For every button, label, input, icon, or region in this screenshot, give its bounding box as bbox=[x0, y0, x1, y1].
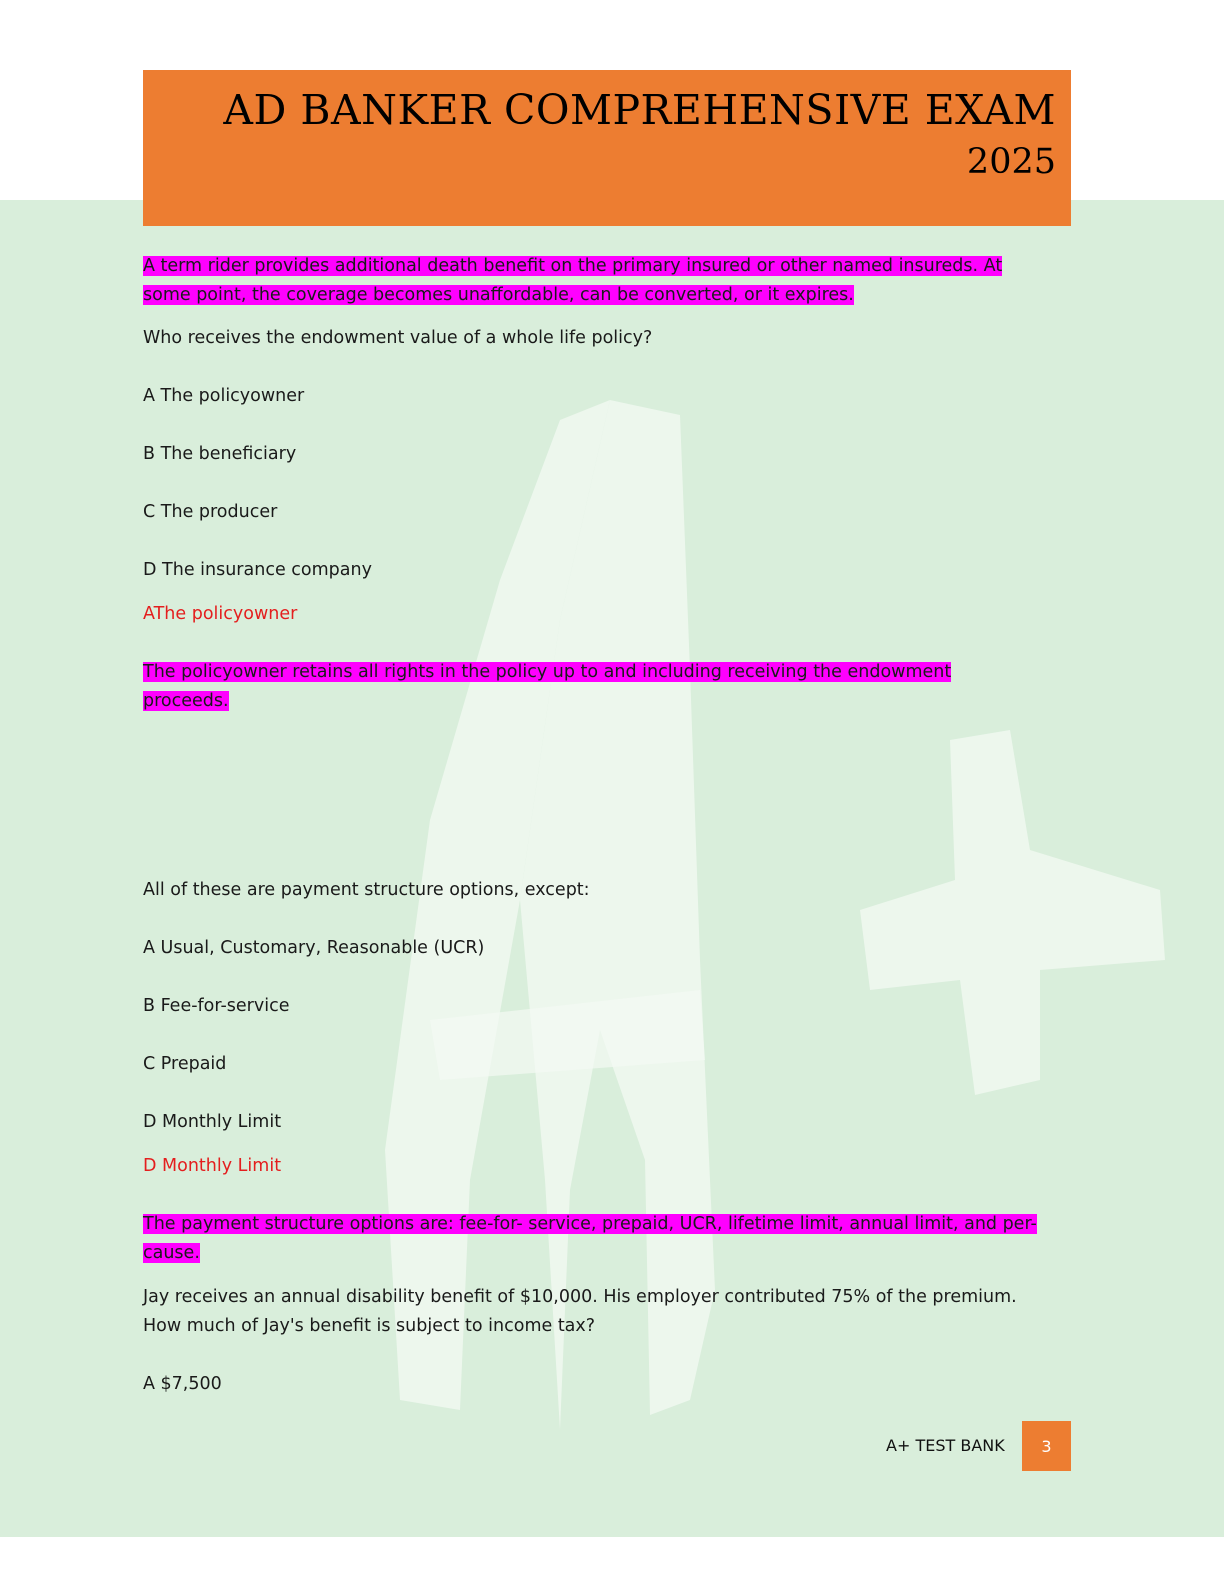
answer-option: B Fee-for-service bbox=[143, 996, 290, 1016]
correct-answer: D Monthly Limit bbox=[143, 1156, 282, 1176]
explanation-line: some point, the coverage becomes unaffordable, can be converted, or it expires. bbox=[143, 285, 854, 305]
exam-title: AD BANKER COMPREHENSIVE EXAM bbox=[223, 86, 1056, 134]
answer-option: A Usual, Customary, Reasonable (UCR) bbox=[143, 938, 485, 958]
explanation-line: A term rider provides additional death benefit on the primary insured or other named insureds. At bbox=[143, 256, 1003, 276]
question-text bbox=[143, 324, 1073, 353]
explanation-line: proceeds. bbox=[143, 691, 229, 711]
correct-answer: AThe policyowner bbox=[143, 604, 298, 624]
answer-option: B The beneficiary bbox=[143, 444, 297, 464]
footer-test-bank-label: A+ TEST BANK bbox=[886, 1436, 1005, 1455]
explanation-line: cause. bbox=[143, 1243, 200, 1263]
page-number: 3 bbox=[1041, 1436, 1052, 1456]
answer-option: C The producer bbox=[143, 502, 278, 522]
explanation-highlight bbox=[143, 1210, 1073, 1268]
explanation-highlight bbox=[143, 252, 1073, 310]
answer-option: D The insurance company bbox=[143, 560, 372, 580]
exam-year: 2025 bbox=[966, 142, 1056, 182]
answer-option: D Monthly Limit bbox=[143, 1112, 282, 1132]
answer-option: C Prepaid bbox=[143, 1054, 227, 1074]
explanation-line: The payment structure options are: fee-for- service, prepaid, UCR, lifetime limit, annual limit, and per- bbox=[143, 1214, 1037, 1234]
explanation-highlight bbox=[143, 658, 1073, 716]
question-line: How much of Jay's benefit is subject to income tax? bbox=[143, 1316, 596, 1336]
question-text bbox=[143, 1283, 1073, 1341]
explanation-line: The policyowner retains all rights in the policy up to and including receiving the endowment bbox=[143, 662, 952, 682]
exam-header-banner bbox=[143, 70, 1071, 226]
question-text bbox=[143, 876, 1073, 905]
question-line: Jay receives an annual disability benefit of $10,000. His employer contributed 75% of the premium. bbox=[143, 1287, 1017, 1307]
question-line: Who receives the endowment value of a whole life policy? bbox=[143, 328, 653, 348]
page-number-badge bbox=[1022, 1421, 1071, 1471]
answer-option: A The policyowner bbox=[143, 386, 305, 406]
question-line: All of these are payment structure options, except: bbox=[143, 880, 590, 900]
question-content bbox=[143, 252, 1073, 1399]
answer-option: A $7,500 bbox=[143, 1374, 222, 1394]
